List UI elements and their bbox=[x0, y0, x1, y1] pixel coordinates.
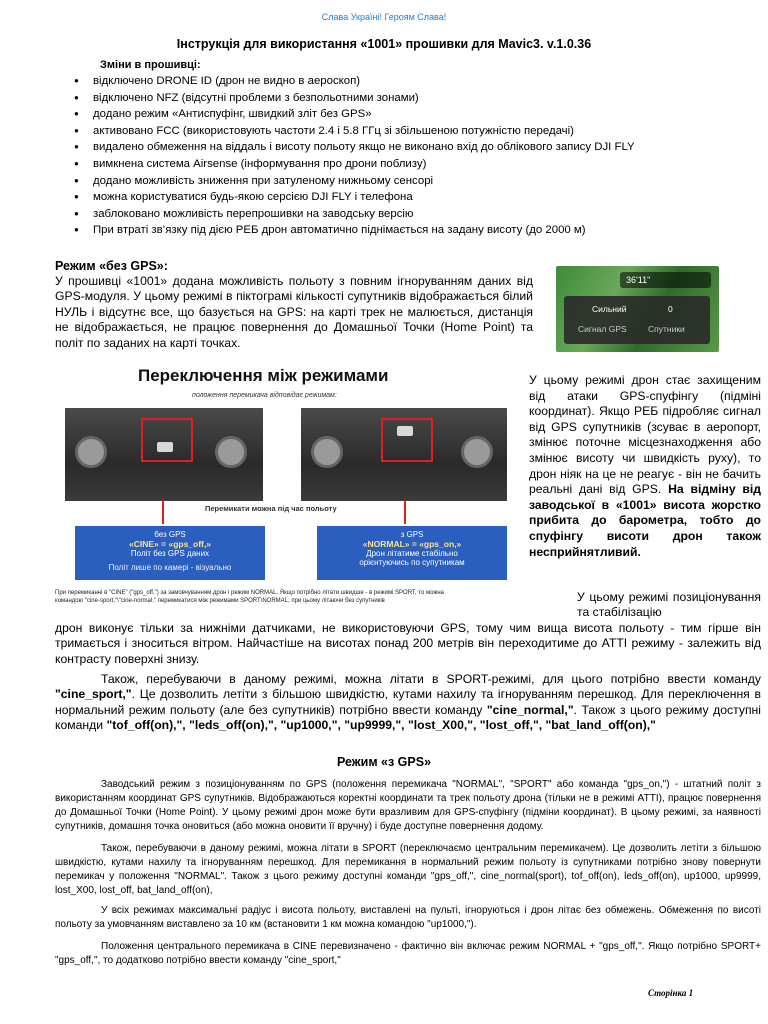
box-line: Політ лише по камері - візуально bbox=[108, 563, 232, 572]
controller-photo-left bbox=[65, 408, 263, 501]
document-title: Інструкція для використання «1001» прошивки для Mavic3. v.1.0.36 bbox=[176, 37, 592, 51]
osd-satellites-value: 0 bbox=[668, 304, 673, 314]
changes-heading: Зміни в прошивці: bbox=[100, 59, 201, 71]
changes-list bbox=[74, 73, 694, 239]
antispoof-text: У цьому режимі дрон стає захищеним від атаки GPS-спуфінгу (підміні координат). Якщо РЕБ підробляє сигнал від GPS супутників (зсуває в аеропорт, змінює поточне місцезнаходження або змінює висоту чи швидкість руху), то дрон ніяк на це не реагує - він не бачить реальні дані від GPS. bbox=[529, 373, 761, 497]
arrows-graphic bbox=[55, 496, 517, 530]
joystick-icon bbox=[215, 436, 247, 468]
diagram-subtitle: положення перемикача відповідає режимам: bbox=[192, 392, 337, 399]
box-line: без GPS bbox=[154, 530, 186, 539]
sport-text: Також, перебуваючи в даному режимі, можна літати в SPORT-режимі, для цього потрібно ввести команду bbox=[101, 672, 761, 686]
list-item: ● додано можливість зниження при затуленому нижньому сенсорі bbox=[74, 173, 694, 190]
no-gps-paragraph: У прошивці «1001» додана можливість польоту з повним ігноруванням даних від GPS-модуля. У цьому режимі в піктограмі кількості супутників відображається білий НУЛЬ і відсутнє все, що базується на GPS: на карті трек не малюється, дистанція не відображається, не працює повернення до Домашньої Точки (Home Point) та політ по заданих на карті точках. bbox=[55, 274, 533, 350]
joystick-icon bbox=[311, 436, 343, 468]
osd-status-bar: 36'11" bbox=[620, 272, 711, 288]
with-gps-sport-paragraph bbox=[55, 842, 761, 898]
box-line: Дрон літатиме стабільно bbox=[366, 549, 458, 558]
box-line: «NORMAL» = «gps_on,» bbox=[362, 539, 462, 549]
list-item: ● При втраті зв’язку під дією РЕБ дрон автоматично піднімається на задану висоту (до 2000 м) bbox=[74, 222, 694, 239]
box-line: з GPS bbox=[400, 530, 424, 539]
list-item: ● відключено DRONE ID (дрон не видно в аероскоп) bbox=[74, 73, 694, 90]
box-line: Політ без GPS даних bbox=[130, 549, 210, 558]
sport-text: . Це дозволить летіти з більшою швидкістю, кутами нахилу та ігноруванням перешкод. Для переключення в нормальний режим польоту (але без супутників) потрібно ввести команду bbox=[55, 687, 761, 717]
osd-signal-label: Сигнал GPS bbox=[578, 324, 627, 334]
mode-switch-diagram bbox=[55, 366, 517, 616]
list-item: ● відключено NFZ (відсутні проблеми з безпольотними зонами) bbox=[74, 90, 694, 107]
box-line: орієнтуючись по супутникам bbox=[359, 558, 465, 567]
header-motto: Слава Україні! Героям Слава! bbox=[321, 12, 447, 22]
command-cine-normal: "cine_normal," bbox=[486, 702, 574, 717]
list-item: ● заблоковано можливість перепрошивки на заводську версію bbox=[74, 206, 694, 223]
diagram-title: Переключення між режимами bbox=[138, 366, 389, 385]
joystick-icon bbox=[461, 436, 493, 468]
box-line: «CINE» = «gps_off,» bbox=[129, 539, 211, 549]
osd-satellites-label: Спутники bbox=[648, 324, 685, 334]
cine-switch-paragraph bbox=[55, 940, 761, 968]
controller-photo-right bbox=[301, 408, 507, 501]
diagram-mid-label: Перемикати можна під час польоту bbox=[205, 504, 337, 513]
paragraph-text: Заводський режим з позиціонуванням по GPS (положення перемикача "NORMAL", "SPORT" або команда "gps_on,") - штатний політ з використанням координат GPS супутників. Відображаються коректні координати та трек польоту дрона (тільки не в режимі ATTI), працює повернення до Домашньої Точки (Home Point). У цьому режимі дрон може бути вразливим для GPS-спуфінгу (підміни координат). В цьому режимі, за наявності супутників, домашня точка оновиться (або можна оновити її вручну) і буде доступне повернення додому. bbox=[55, 779, 761, 832]
barometer-note: На відміну від заводської в «1001» висота жорстко прибита до барометра, тобто до спуфінгу висоти дрон також несприйнятливий. bbox=[529, 482, 761, 559]
osd-gps-panel bbox=[564, 296, 710, 344]
osd-signal-value: Сильний bbox=[592, 304, 627, 314]
with-gps-heading: Режим «з GPS» bbox=[336, 755, 432, 769]
paragraph-text: Положення центрального перемикача в CINE перевизначено - фактично він включає режим NORMAL + "gps_off,". Якщо потрібно SPORT+ "gps_off,", то додатково потрібно ввести команду "cine_sport," bbox=[55, 941, 761, 966]
paragraph-text: Також, перебуваючи в даному режимі, можна літати в SPORT (переключаємо центральним перемикачем). Це дозволить летіти з більшою швидкістю, кутами нахилу та ігноруванням перешкод. Для перемикання в нормальний режим польоту із супутниками потрібно знову повернути перемикач у положення "NORMAL". Також з цього режиму доступні команди "gps_off,", cine_normal(sport), tof_off(on), leds_off(on), up1000, up9999, lost_X00, lost_off, bat_land_off(on), bbox=[55, 843, 761, 896]
joystick-icon bbox=[75, 436, 107, 468]
gps-osd-screenshot bbox=[556, 266, 719, 352]
with-gps-paragraph bbox=[55, 778, 761, 834]
mode-box-no-gps bbox=[75, 526, 265, 580]
list-item: ● активовано FCC (використовують частоти 2.4 і 5.8 ГГц зі збільшеною потужністю передачі) bbox=[74, 123, 694, 140]
diagram-note: При перемиканні в "CINE" ("gps_off,") за замовчуванням дрон і режим NORMAL. Якщо потрібно літати швидше - в режимі SPORT, то можна командою "cine-sport,"\"cine-normal," перемикатися між режимами SPORT\NORMAL, при цьому літаючи без супутників bbox=[55, 590, 445, 604]
positioning-start: У цьому режимі позиціонування та стабілізацію bbox=[577, 590, 761, 620]
mode-switch-highlight bbox=[141, 418, 193, 462]
no-gps-heading: Режим «без GPS»: bbox=[55, 259, 168, 273]
list-item: ● додано режим «Антиспуфінг, швидкий зліт без GPS» bbox=[74, 106, 694, 123]
mode-switch-highlight bbox=[381, 418, 433, 462]
sport-text: . Також з цього режиму доступні команди bbox=[55, 702, 761, 733]
limits-paragraph bbox=[55, 904, 761, 932]
positioning-cont: дрон виконує тільки за нижніми датчиками, не використовуючи GPS, тому чим вища висота польоту - тим гірше він тримається і зноситься вітром. Найчастіше на висотах понад 200 метрів він переходитиме до ATTI режиму - залежить від контрасту поверхні знизу. bbox=[55, 620, 761, 666]
command-cine-sport: "cine_sport," bbox=[55, 687, 132, 702]
paragraph-text: У всіх режимах максимальні радіус і висота польоту, виставлені на пульті, ігноруються і дрон літає без обмежень. Обмеження по висоті польоту за умовчанням виставлено за 10 км (встановити 1 км можна командою "up1000,"). bbox=[55, 905, 761, 930]
sport-paragraph bbox=[55, 672, 761, 734]
command-list: "tof_off(on),", "leds_off(on),", "up1000,", "up9999,", "lost_X00,", "lost_off,", "bat_land_off(on)," bbox=[106, 718, 656, 733]
mode-box-with-gps bbox=[317, 526, 507, 580]
list-item: ● вимкнена система Airsense (інформування про дрони поблизу) bbox=[74, 156, 694, 173]
positioning-paragraph bbox=[55, 590, 761, 667]
page-number: Сторінка 1 bbox=[648, 988, 694, 998]
right-column-paragraph bbox=[529, 373, 761, 560]
list-item: ● можна користуватися будь-якою серсією DJI FLY і телефона bbox=[74, 189, 694, 206]
list-item: ● видалено обмеження на віддаль і висоту польоту якщо не виконано вхід до облікового запису DJI FLY bbox=[74, 139, 694, 156]
